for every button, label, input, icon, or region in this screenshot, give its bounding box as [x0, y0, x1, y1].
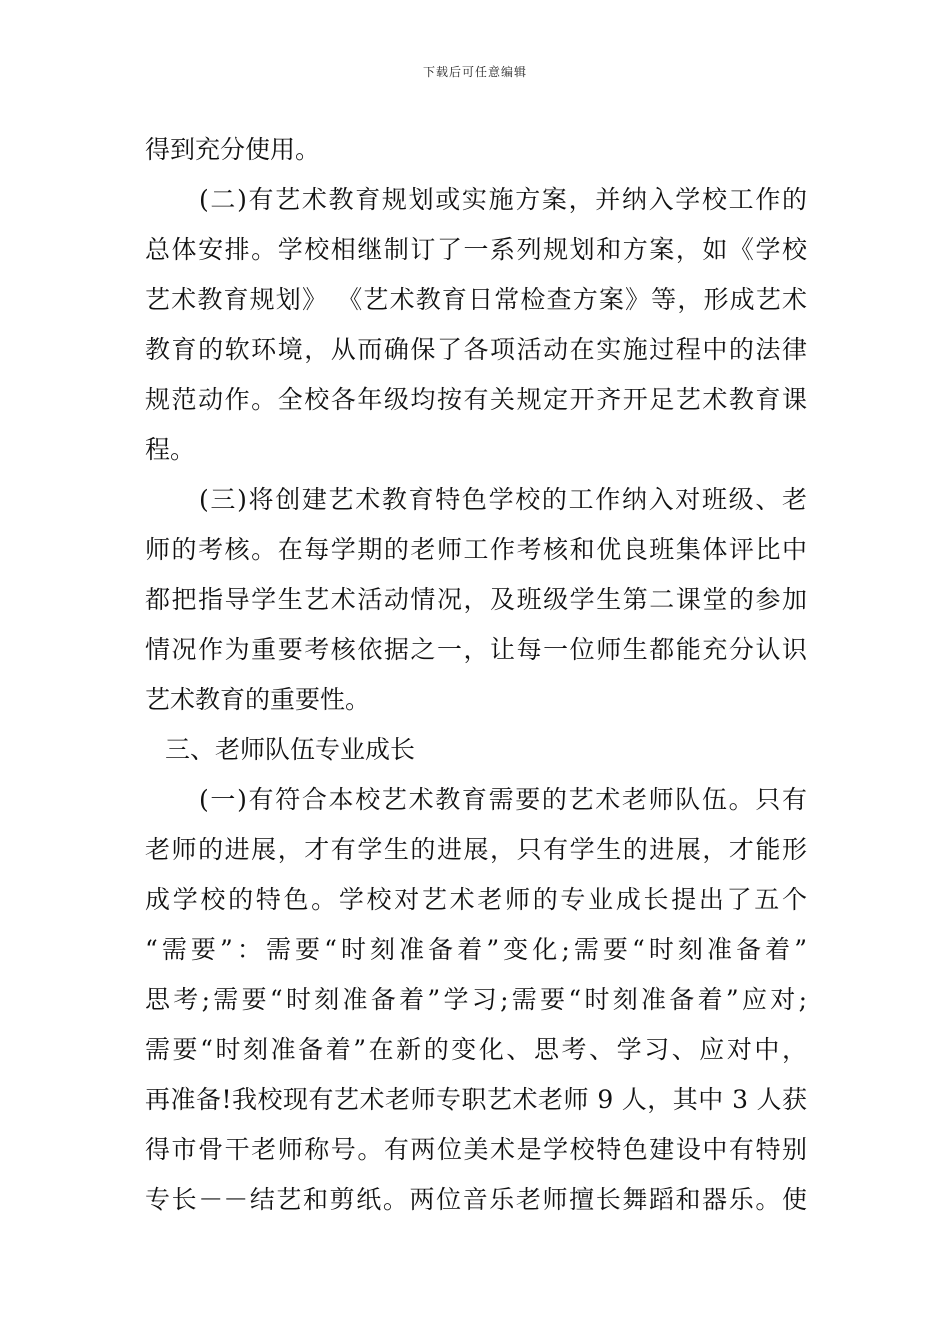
text-line: 思考;需要“时刻准备着”学习;需要“时刻准备着”应对; — [145, 985, 807, 1014]
text-line: 再准备!我校现有艺术老师专职艺术老师 9 人，其中 3 人获 — [145, 1085, 807, 1114]
text-line: 规范动作。全校各年级均按有关规定开齐开足艺术教育课 — [145, 385, 807, 414]
text-line: 成学校的特色。学校对艺术老师的专业成长提出了五个 — [145, 885, 807, 914]
text-line: 得到充分使用。 — [145, 135, 321, 164]
text-line: (二)有艺术教育规划或实施方案，并纳入学校工作的 — [199, 185, 807, 214]
text-line: 艺术教育的重要性。 — [145, 685, 371, 714]
page-header: 下载后可任意编辑 — [422, 65, 527, 79]
text-line: 需要“时刻准备着”在新的变化、思考、学习、应对中， — [145, 1035, 807, 1064]
text-line: (三)将创建艺术教育特色学校的工作纳入对班级、老 — [199, 485, 807, 514]
text-line: 艺术教育规划》 《艺术教育日常检查方案》等，形成艺术 — [145, 285, 807, 314]
text-line: 都把指导学生艺术活动情况，及班级学生第二课堂的参加 — [145, 585, 807, 614]
text-line: 专长－－结艺和剪纸。两位音乐老师擅长舞蹈和器乐。使 — [145, 1185, 807, 1214]
text-line: 教育的软环境，从而确保了各项活动在实施过程中的法律 — [145, 335, 807, 364]
section-heading: 三、老师队伍专业成长 — [165, 735, 416, 764]
text-line: 得市骨干老师称号。有两位美术是学校特色建设中有特别 — [145, 1135, 807, 1164]
text-line: 情况作为重要考核依据之一，让每一位师生都能充分认识 — [145, 635, 807, 664]
text-line: “需要”：需要“时刻准备着”变化;需要“时刻准备着” — [145, 935, 807, 964]
text-line: (一)有符合本校艺术教育需要的艺术老师队伍。只有 — [199, 785, 807, 814]
text-line: 程。 — [145, 435, 196, 464]
text-line: 总体安排。学校相继制订了一系列规划和方案，如《学校 — [145, 235, 807, 264]
text-line: 老师的进展，才有学生的进展，只有学生的进展，才能形 — [145, 835, 807, 864]
text-line: 师的考核。在每学期的老师工作考核和优良班集体评比中 — [145, 535, 807, 564]
document-body — [145, 125, 807, 1225]
